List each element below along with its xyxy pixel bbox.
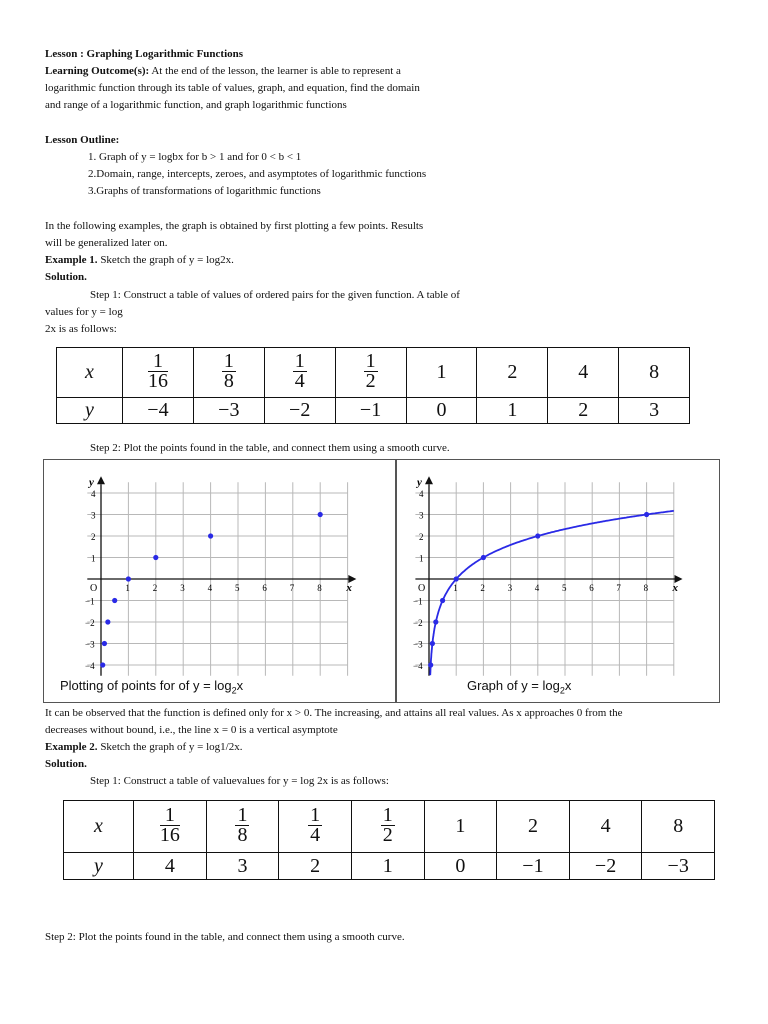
x-tick-label: 2: [480, 583, 485, 593]
y-tick-label: 4: [419, 489, 424, 499]
fraction: [148, 352, 168, 391]
data-point: [208, 533, 213, 538]
x-value-cell: [206, 801, 279, 853]
y-value-cell: 0: [424, 853, 497, 880]
y-tick-label: 2: [419, 532, 424, 542]
y-tick-label: 3: [91, 510, 96, 521]
example2-text: Sketch the graph of y = log1/2x.: [97, 741, 243, 753]
learning-outcome-line1: [45, 63, 401, 80]
x-value-cell: 2: [477, 348, 548, 398]
x-value-cell: [351, 801, 424, 853]
x-value-cell: 1: [406, 348, 477, 398]
observation-line1: It can be observed that the function is defined only for x > 0. The increasing, and attains all real values. As x approaches 0 from the: [45, 707, 623, 719]
origin-label: O: [90, 583, 98, 594]
denominator: 4: [294, 370, 305, 392]
denominator: 8: [237, 824, 248, 846]
learning-outcome-text: At the end of the lesson, the learner is able to represent a: [149, 65, 401, 77]
plotted-points-caption: Plotting of points for of $y = \log_2x$: [60, 678, 244, 696]
denominator: 2: [365, 370, 376, 392]
x-tick-label: 3: [507, 583, 513, 593]
x-value-cell: 1: [424, 801, 497, 853]
x-axis-label: x: [346, 582, 352, 594]
y-value-cell: 1: [477, 398, 548, 424]
plotted-points-graph: [44, 460, 395, 702]
x-tick-label: 7: [616, 583, 621, 593]
smooth-curve-figure: [396, 459, 720, 703]
x-tick-label: 6: [589, 583, 594, 593]
y-tick-label: 1: [91, 553, 96, 564]
data-point: [535, 533, 540, 538]
denominator: 16: [147, 370, 168, 392]
x-tick-label: 8: [317, 583, 322, 593]
y-tick-label: −1: [413, 596, 423, 607]
x-header: x: [57, 348, 123, 398]
data-point: [644, 512, 649, 517]
data-point: [153, 555, 158, 560]
lesson-outline-label: Lesson Outline:: [45, 134, 120, 146]
fraction: [160, 806, 180, 845]
y-value-cell: 2: [279, 853, 352, 880]
x-value-cell: 4: [569, 801, 642, 853]
data-point: [430, 641, 435, 646]
y-tick-label: −1: [85, 596, 95, 607]
x-tick-label: 8: [643, 583, 649, 593]
lesson-title: Lesson : Graphing Logarithmic Functions: [45, 48, 244, 60]
fraction: [381, 806, 395, 845]
x-value-cell: [123, 348, 194, 398]
x-value-cell: [264, 348, 335, 398]
smooth-curve-caption: Graph of $y = \log_2x$: [467, 678, 572, 696]
example1-heading: [45, 252, 234, 269]
x-tick-label: 6: [262, 583, 267, 593]
example1-text: Sketch the graph of y = log2x.: [97, 254, 234, 266]
y-tick-label: −3: [85, 639, 95, 650]
y-tick-label: −2: [85, 618, 95, 628]
y-value-cell: 2: [548, 398, 619, 424]
y-tick-label: −2: [413, 618, 423, 628]
outline-item-1: 1. Graph of y = logbx for b > 1 and for 0 < b < 1: [88, 151, 302, 163]
x-value-cell: [279, 801, 352, 853]
fraction: [308, 806, 322, 845]
numerator: 1: [365, 350, 376, 372]
example2-heading: [45, 739, 242, 756]
outline-item-2: 2.Domain, range, intercepts, zeroes, and asymptotes of logarithmic functions: [88, 168, 427, 180]
x-tick-label: 4: [207, 583, 213, 593]
fraction: [293, 352, 307, 391]
numerator: 1: [223, 350, 234, 372]
table-row-y: [64, 853, 715, 880]
y-value-cell: 3: [619, 398, 690, 424]
table-row-x: [64, 801, 715, 853]
example2-label: Example 2.: [45, 741, 98, 753]
x-value-cell: 8: [642, 801, 715, 853]
numerator: 1: [237, 804, 248, 826]
data-point: [481, 555, 486, 560]
data-point: [126, 576, 131, 581]
outline-item-3: 3.Graphs of transformations of logarithmic functions: [88, 185, 321, 197]
x-tick-label: 1: [125, 583, 130, 593]
numerator: 1: [148, 352, 168, 372]
y-value-cell: −2: [569, 853, 642, 880]
data-point: [102, 641, 107, 646]
learning-outcome-line3: and range of a logarithmic function, and graph logarithmic functions: [45, 99, 347, 111]
y-tick-label: −3: [413, 639, 423, 650]
y-tick-label: 2: [91, 532, 96, 542]
y-header: y: [64, 853, 134, 880]
denominator: 2: [382, 824, 393, 846]
data-point: [112, 598, 117, 603]
x-tick-label: 5: [235, 583, 240, 593]
data-point: [454, 576, 459, 581]
y-axis-arrow: [425, 476, 433, 484]
numerator: 1: [160, 806, 180, 826]
denominator: 4: [310, 824, 321, 846]
example1-solution-label: Solution.: [45, 271, 87, 283]
plotted-points-figure: [43, 459, 396, 703]
intro-line2: will be generalized later on.: [45, 237, 168, 249]
data-point: [440, 598, 445, 603]
data-point: [428, 662, 433, 667]
x-value-cell: [193, 348, 264, 398]
table-row-x: [57, 348, 690, 398]
y-value-cell: −4: [123, 398, 194, 424]
x-header: x: [64, 801, 134, 853]
example2-value-table: [63, 800, 715, 880]
y-tick-label: 3: [419, 510, 424, 521]
log2-curve: [430, 511, 674, 675]
x-tick-label: 1: [453, 583, 458, 593]
example1-value-table: [56, 347, 690, 424]
y-header: y: [57, 398, 123, 424]
x-value-cell: [335, 348, 406, 398]
y-value-cell: −3: [642, 853, 715, 880]
learning-outcome-line2: logarithmic function through its table of values, graph, and equation, find the domain: [45, 82, 420, 94]
y-value-cell: 4: [134, 853, 207, 880]
fraction: [235, 806, 249, 845]
y-axis-label: y: [417, 476, 422, 489]
example2-solution-label: Solution.: [45, 758, 87, 770]
x-axis-label: x: [672, 582, 679, 594]
y-value-cell: 0: [406, 398, 477, 424]
x-tick-label: 3: [180, 583, 185, 593]
y-value-cell: 3: [206, 853, 279, 880]
x-value-cell: 2: [497, 801, 570, 853]
fraction: [364, 352, 378, 391]
x-tick-label: 2: [152, 583, 158, 593]
y-value-cell: −1: [497, 853, 570, 880]
example1-step2: Step 2: Plot the points found in the table, and connect them using a smooth curve.: [90, 442, 450, 454]
origin-label: O: [418, 583, 426, 594]
numerator: 1: [382, 804, 393, 826]
x-value-cell: [134, 801, 207, 853]
denominator: 8: [223, 370, 234, 392]
y-value-cell: 1: [351, 853, 424, 880]
data-point: [318, 512, 323, 517]
x-tick-label: 5: [562, 583, 567, 593]
table-row-y: [57, 398, 690, 424]
y-tick-label: 1: [419, 553, 424, 564]
fraction: [222, 352, 236, 391]
y-tick-label: −4: [85, 661, 95, 671]
example1-label: Example 1.: [45, 254, 98, 266]
example2-step1: Step 1: Construct a table of valuevalues for y = log 2x is as follows:: [90, 775, 389, 787]
x-value-cell: 8: [619, 348, 690, 398]
y-value-cell: −2: [264, 398, 335, 424]
data-point: [100, 662, 105, 667]
x-value-cell: 4: [548, 348, 619, 398]
example1-step1-line2: values for y = log: [45, 306, 123, 318]
data-point: [105, 619, 110, 624]
y-axis-label: y: [89, 476, 94, 489]
y-tick-label: 4: [91, 489, 96, 499]
intro-line1: In the following examples, the graph is obtained by first plotting a few points. Results: [45, 220, 424, 232]
example1-step1-line3: 2x is as follows:: [45, 323, 117, 335]
numerator: 1: [310, 804, 321, 826]
y-axis-arrow: [97, 476, 105, 484]
x-tick-label: 4: [534, 583, 540, 593]
y-tick-label: −4: [413, 661, 423, 671]
learning-outcome-label: Learning Outcome(s):: [45, 65, 150, 77]
x-tick-label: 7: [289, 583, 295, 593]
data-point: [433, 619, 438, 624]
observation-line2: decreases without bound, i.e., the line x = 0 is a vertical asymptote: [45, 724, 338, 736]
example2-step2: Step 2: Plot the points found in the table, and connect them using a smooth curve.: [45, 931, 405, 943]
example1-step1-line1: Step 1: Construct a table of values of ordered pairs for the given function. A table of: [90, 289, 460, 301]
numerator: 1: [294, 350, 305, 372]
y-value-cell: −1: [335, 398, 406, 424]
y-value-cell: −3: [193, 398, 264, 424]
smooth-curve-graph: [397, 460, 719, 702]
denominator: 16: [159, 824, 180, 846]
